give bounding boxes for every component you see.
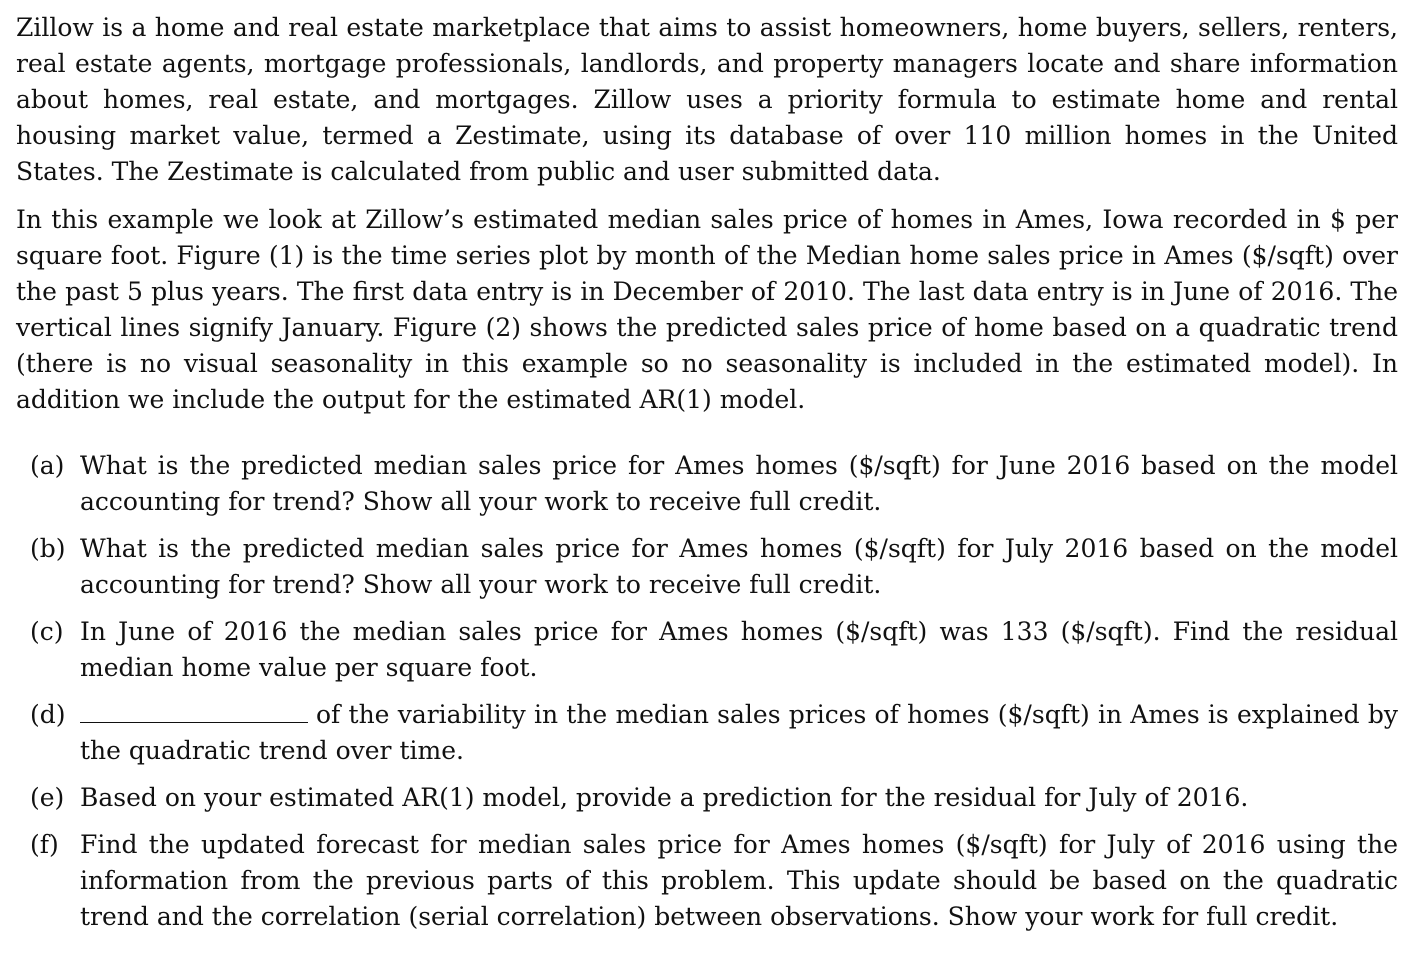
- question-d: [16, 697, 1398, 769]
- question-list: [16, 448, 1398, 935]
- document-page: [16, 0, 1398, 935]
- question-e: [16, 780, 1398, 816]
- question-b: [16, 531, 1398, 603]
- question-a: [16, 448, 1398, 520]
- question-f: [16, 827, 1398, 935]
- question-text: In June of 2016 the median sales price for Ames homes ($/sqft) was 133 ($/sqft). Find the residual median home value per square foot.: [80, 617, 1398, 682]
- question-label: (f): [30, 830, 59, 859]
- answer-blank[interactable]: [80, 698, 308, 723]
- question-label: (a): [30, 451, 65, 480]
- question-text: What is the predicted median sales price for Ames homes ($/sqft) for June 2016 based on the model accounting for trend? Show all your work to receive full credit.: [80, 451, 1398, 516]
- intro-paragraph-1: Zillow is a home and real estate marketplace that aims to assist homeowners, home buyers, sellers, renters, real estate agents, mortgage professionals, landlords, and property managers locate and share information about homes, real estate, and mortgages. Zillow uses a priority formula to estimate home and rental housing market value, termed a Zestimate, using its database of over 110 million homes in the United States. The Zestimate is calculated from public and user submitted data.: [16, 13, 1398, 186]
- question-label: (d): [30, 700, 66, 729]
- intro-paragraph-2: In this example we look at Zillow’s estimated median sales price of homes in Ames, Iowa recorded in $ per square foot. Figure (1) is the time series plot by month of the Median home sales price in Ames ($/sqft) over the past 5 plus years. The first data entry is in December of 2010. The last data entry is in June of 2016. The vertical lines signify January. Figure (2) shows the predicted sales price of home based on a quadratic trend (there is no visual seasonality in this example so no seasonality is included in the estimated model). In addition we include the output for the estimated AR(1) model.: [16, 205, 1398, 414]
- question-label: (c): [30, 617, 64, 646]
- question-c: [16, 614, 1398, 686]
- question-text: of the variability in the median sales prices of homes ($/sqft) in Ames is explained by the quadratic trend over time.: [80, 700, 1398, 765]
- question-text: What is the predicted median sales price for Ames homes ($/sqft) for July 2016 based on the model accounting for trend? Show all your work to receive full credit.: [80, 534, 1398, 599]
- question-label: (b): [30, 534, 66, 563]
- question-text: Find the updated forecast for median sales price for Ames homes ($/sqft) for July of 2016 using the information from the previous parts of this problem. This update should be based on the quadratic trend and the correlation (serial correlation) between observations. Show your work for full credit.: [80, 830, 1398, 931]
- question-label: (e): [30, 783, 65, 812]
- question-text: Based on your estimated AR(1) model, provide a prediction for the residual for July of 2016.: [80, 783, 1249, 812]
